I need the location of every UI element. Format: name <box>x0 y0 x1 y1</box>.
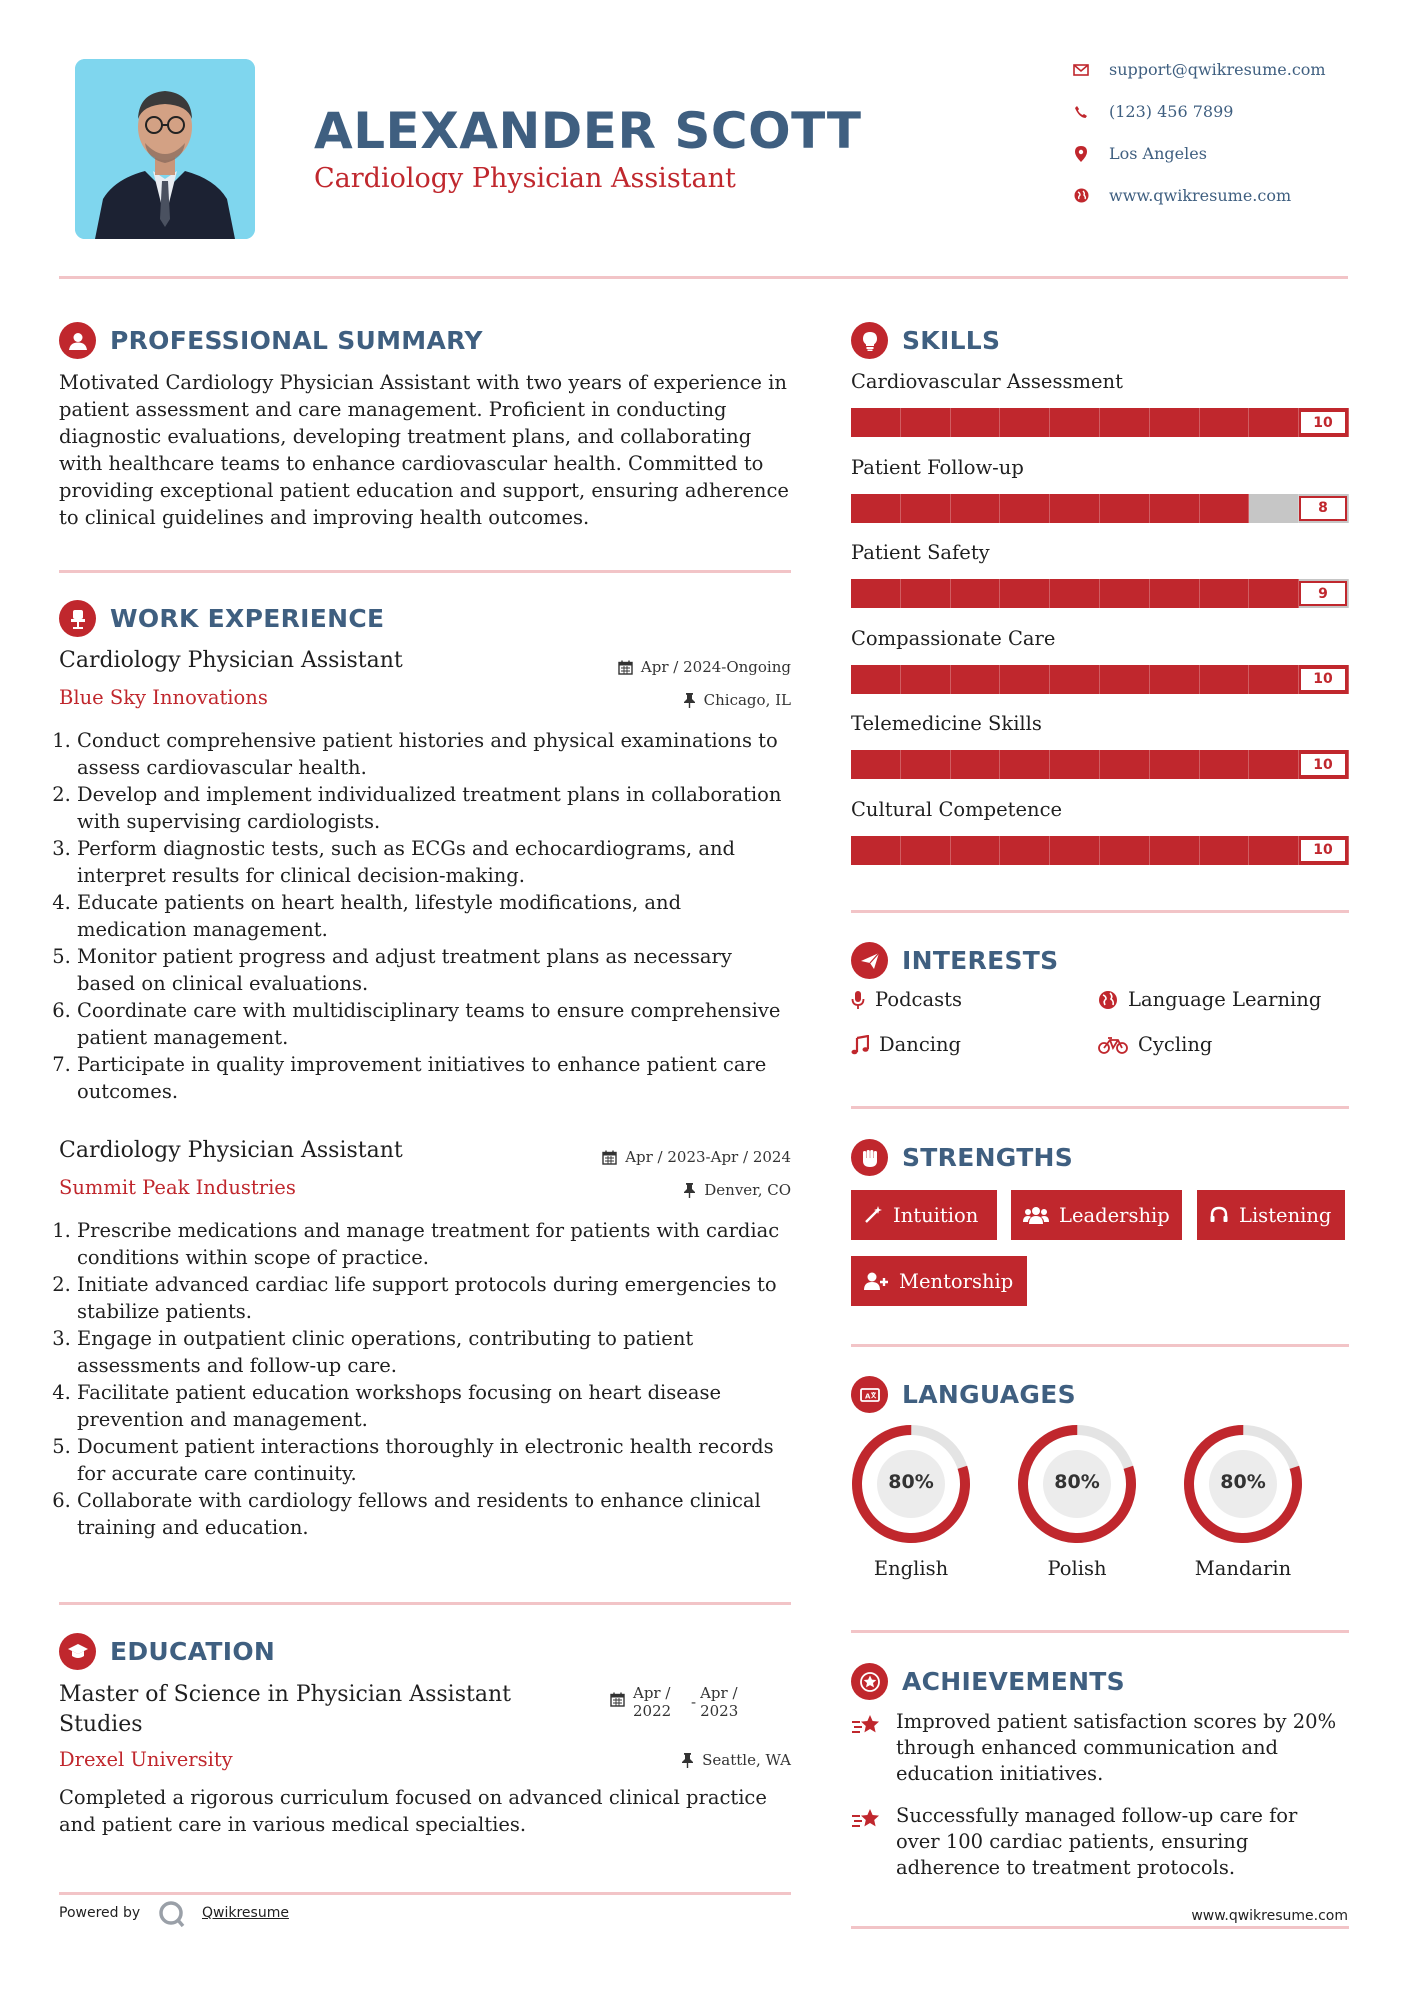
skill-bar-segment <box>1249 836 1299 865</box>
mail-icon <box>1073 62 1089 78</box>
skill-bar-segment <box>951 408 1001 437</box>
achievement-item: Improved patient satisfaction scores by 20% through enhanced communication and education initiatives. <box>896 1710 1337 1785</box>
paper-plane-icon <box>851 942 888 979</box>
job-company: Blue Sky Innovations <box>59 686 268 709</box>
language-percent: 80% <box>1054 1471 1100 1493</box>
user-icon <box>59 322 96 359</box>
contact-location <box>1073 144 1207 163</box>
skill-level-value: 10 <box>1299 667 1347 692</box>
powered-by-label: Powered by <box>59 1905 141 1921</box>
translate-icon <box>851 1376 888 1413</box>
skill-bar-segment <box>901 579 951 608</box>
skill-name: Compassionate Care <box>851 626 1056 650</box>
strength-badge: Leadership <box>1011 1190 1182 1240</box>
skill-level-value: 10 <box>1299 752 1347 777</box>
skill-bar-segment <box>951 494 1001 523</box>
bicycle-icon <box>1098 1036 1128 1054</box>
work-divider <box>59 1602 791 1605</box>
lightbulb-icon <box>851 322 888 359</box>
job-task-list <box>59 1217 789 1541</box>
school-name: Drexel University <box>59 1748 233 1771</box>
degree-title: Master of Science in Physician Assistant Studies <box>59 1682 511 1737</box>
skill-bar-segment <box>1050 579 1100 608</box>
strength-badge: Mentorship <box>851 1256 1027 1306</box>
list-item: 4. Facilitate patient education workshops focusing on heart disease prevention and management. <box>77 1379 789 1433</box>
job-location: Chicago, IL <box>683 691 791 709</box>
location-pin-icon <box>1073 146 1089 162</box>
list-item: 3. Engage in outpatient clinic operations, contributing to patient assessments and follow-up care. <box>77 1325 789 1379</box>
skill-bar-segment <box>1100 836 1150 865</box>
skill-bar-segment <box>1150 750 1200 779</box>
interests-title: INTERESTS <box>902 946 1059 975</box>
job-title: Cardiology Physician Assistant <box>59 648 403 673</box>
globe-icon <box>1098 990 1118 1010</box>
contact-email[interactable] <box>1073 60 1326 79</box>
list-item: 3. Perform diagnostic tests, such as ECGs and echocardiograms, and interpret results for clinical decision-making. <box>77 835 789 889</box>
pushpin-icon <box>681 1753 694 1768</box>
list-item: 7. Participate in quality improvement initiatives to enhance patient care outcomes. <box>77 1051 789 1105</box>
education-divider <box>59 1892 791 1895</box>
languages-divider <box>851 1630 1349 1633</box>
contact-website-text: www.qwikresume.com <box>1109 186 1292 205</box>
phone-icon <box>1073 104 1089 120</box>
skill-bar-segment <box>1200 665 1250 694</box>
summary-heading <box>59 322 483 359</box>
graduation-icon <box>59 1633 96 1670</box>
skill-bar-segment <box>1249 750 1299 779</box>
pushpin-icon <box>683 1183 696 1198</box>
summary-divider <box>59 570 791 573</box>
contact-phone[interactable] <box>1073 102 1233 121</box>
skill-bar-segment <box>951 579 1001 608</box>
candidate-role: Cardiology Physician Assistant <box>314 163 736 194</box>
job-date: Apr / 2023-Apr / 2024 <box>602 1148 791 1166</box>
profile-photo <box>75 59 255 239</box>
briefcase-chair-icon <box>59 600 96 637</box>
calendar-icon <box>602 1150 617 1165</box>
work-title: WORK EXPERIENCE <box>110 604 385 633</box>
interest-item: Cycling <box>1098 1033 1212 1056</box>
list-item: 1. Prescribe medications and manage treatment for patients with cardiac conditions within scope of practice. <box>77 1217 789 1271</box>
strengths-title: STRENGTHS <box>902 1143 1074 1172</box>
interest-item: Language Learning <box>1098 988 1321 1011</box>
language-name: Mandarin <box>1194 1557 1292 1580</box>
interests-heading <box>851 942 1058 979</box>
skill-level-bar <box>851 750 1349 779</box>
language-percent: 80% <box>1220 1471 1266 1493</box>
skill-bar-segment <box>901 665 951 694</box>
education-title: EDUCATION <box>110 1637 276 1666</box>
job-location: Denver, CO <box>683 1181 791 1199</box>
skill-bar-segment <box>901 408 951 437</box>
skill-bar-segment <box>951 836 1001 865</box>
interest-item: Podcasts <box>851 988 962 1011</box>
skill-bar-segment <box>1050 408 1100 437</box>
header-divider <box>59 276 1348 279</box>
skill-bar-segment <box>901 750 951 779</box>
skill-bar-segment <box>851 836 901 865</box>
job-company: Summit Peak Industries <box>59 1176 296 1199</box>
education-text: Completed a rigorous curriculum focused on advanced clinical practice and patient care in various medical specialties. <box>59 1786 767 1836</box>
skill-bar-segment <box>1000 579 1050 608</box>
skill-level-bar <box>851 494 1349 523</box>
skill-bar-segment <box>1000 494 1050 523</box>
work-heading <box>59 600 384 637</box>
skill-bar-segment <box>1100 750 1150 779</box>
skill-level-bar <box>851 408 1349 437</box>
list-item: 1. Conduct comprehensive patient histories and physical examinations to assess cardiovascular health. <box>77 727 789 781</box>
list-item: 2. Initiate advanced cardiac life support protocols during emergencies to stabilize patients. <box>77 1271 789 1325</box>
list-item: 5. Document patient interactions thoroughly in electronic health records for accurate care continuity. <box>77 1433 789 1487</box>
contact-email-text: support@qwikresume.com <box>1109 60 1326 79</box>
summary-text: Motivated Cardiology Physician Assistant with two years of experience in patient assessment and care management. Proficient in conducting diagnostic evaluations, developing treatment plans, and collaborating with healthcare teams to enhance cardiovascular health. Committed to providing exceptional patient education and support, ensuring adherence to clinical guidelines and improving health outcomes. <box>59 371 789 529</box>
users-icon <box>1023 1205 1049 1225</box>
job-title: Cardiology Physician Assistant <box>59 1138 403 1163</box>
qwikresume-link[interactable]: Qwikresume <box>202 1905 289 1921</box>
strengths-divider <box>851 1344 1349 1347</box>
achievements-heading <box>851 1663 1125 1700</box>
list-item: 5. Monitor patient progress and adjust treatment plans as necessary based on clinical evaluations. <box>77 943 789 997</box>
skill-bar-segment <box>1000 836 1050 865</box>
skill-bar-segment <box>1200 750 1250 779</box>
skill-level-value: 10 <box>1299 838 1347 863</box>
pushpin-icon <box>683 693 696 708</box>
skill-bar-segment <box>1100 579 1150 608</box>
skill-level-value: 8 <box>1299 496 1347 521</box>
languages-heading <box>851 1376 1076 1413</box>
skills-divider <box>851 910 1349 913</box>
shooting-star-icon <box>851 1807 883 1833</box>
skill-bar-segment <box>951 750 1001 779</box>
skill-bar-segment <box>1200 408 1250 437</box>
language-name: English <box>873 1557 949 1580</box>
list-item: 2. Develop and implement individualized treatment plans in collaboration with supervising cardiologists. <box>77 781 789 835</box>
education-heading <box>59 1633 275 1670</box>
languages-title: LANGUAGES <box>902 1380 1076 1409</box>
skill-level-bar <box>851 579 1349 608</box>
job-task-list <box>59 727 789 1105</box>
strength-badge: Intuition <box>851 1190 997 1240</box>
strengths-heading <box>851 1139 1073 1176</box>
globe-icon <box>1073 188 1089 204</box>
achievement-item: Successfully managed follow-up care for over 100 cardiac patients, ensuring adherence to treatment protocols. <box>896 1804 1298 1879</box>
strength-badge: Listening <box>1197 1190 1345 1240</box>
skill-bar-segment <box>1150 494 1200 523</box>
list-item: 4. Educate patients on heart health, lifestyle modifications, and medication management. <box>77 889 789 943</box>
skill-bar-segment <box>1150 579 1200 608</box>
skill-name: Patient Follow-up <box>851 455 1024 479</box>
skill-level-bar <box>851 836 1349 865</box>
skill-bar-segment <box>1050 494 1100 523</box>
education-date: Apr / 2022 - Apr / 2023 <box>610 1684 750 1720</box>
skill-bar-segment <box>1200 494 1250 523</box>
microphone-icon <box>851 990 865 1010</box>
skills-title: SKILLS <box>902 326 1001 355</box>
job-date: Apr / 2024-Ongoing <box>618 658 791 676</box>
skill-bar-segment <box>851 494 901 523</box>
language-name: Polish <box>1047 1557 1107 1580</box>
candidate-name: ALEXANDER SCOTT <box>314 102 862 160</box>
user-plus-icon <box>863 1271 889 1291</box>
skill-bar-segment <box>1100 408 1150 437</box>
skill-bar-segment <box>1249 494 1299 523</box>
skill-bar-segment <box>901 836 951 865</box>
skill-bar-segment <box>1050 750 1100 779</box>
skill-bar-segment <box>1000 408 1050 437</box>
skill-bar-segment <box>851 579 901 608</box>
education-location: Seattle, WA <box>681 1751 791 1769</box>
skill-level-value: 9 <box>1299 581 1347 606</box>
skill-bar-segment <box>951 665 1001 694</box>
list-item: 6. Collaborate with cardiology fellows and residents to enhance clinical training and education. <box>77 1487 789 1541</box>
contact-website[interactable] <box>1073 186 1291 205</box>
language-percent: 80% <box>888 1471 934 1493</box>
skill-bar-segment <box>1150 408 1200 437</box>
summary-title: PROFESSIONAL SUMMARY <box>110 326 483 355</box>
skill-bar-segment <box>1249 579 1299 608</box>
skill-bar-segment <box>1050 836 1100 865</box>
interest-item: Dancing <box>851 1033 961 1056</box>
skill-bar-segment <box>1249 665 1299 694</box>
skill-bar-segment <box>1000 750 1050 779</box>
skill-bar-segment <box>1249 408 1299 437</box>
skill-bar-segment <box>1000 665 1050 694</box>
skill-bar-segment <box>1100 494 1150 523</box>
skill-bar-segment <box>901 494 951 523</box>
skill-level-bar <box>851 665 1349 694</box>
contact-location-text: Los Angeles <box>1109 144 1207 163</box>
skill-bar-segment <box>1200 579 1250 608</box>
skill-level-value: 10 <box>1299 410 1347 435</box>
skill-bar-segment <box>1100 665 1150 694</box>
svg-text:A: A <box>864 1392 870 1400</box>
contact-phone-text: (123) 456 7899 <box>1109 102 1234 121</box>
skill-name: Patient Safety <box>851 541 990 564</box>
skill-bar-segment <box>1200 836 1250 865</box>
calendar-icon <box>618 660 633 675</box>
skill-bar-segment <box>851 750 901 779</box>
calendar-icon <box>610 1692 625 1707</box>
skills-heading <box>851 322 1000 359</box>
footer-divider <box>851 1926 1349 1929</box>
skill-bar-segment <box>1150 836 1200 865</box>
list-item: 6. Coordinate care with multidisciplinary teams to ensure comprehensive patient management. <box>77 997 789 1051</box>
music-note-icon <box>851 1035 869 1055</box>
skill-name: Telemedicine Skills <box>851 712 1042 735</box>
shooting-star-icon <box>851 1713 883 1739</box>
achievements-title: ACHIEVEMENTS <box>902 1667 1125 1696</box>
skill-bar-segment <box>851 408 901 437</box>
skill-bar-segment <box>851 665 901 694</box>
fist-icon <box>851 1139 888 1176</box>
skill-name: Cardiovascular Assessment <box>851 370 1123 393</box>
footer-website[interactable]: www.qwikresume.com <box>1191 1908 1348 1924</box>
interests-divider <box>851 1106 1349 1109</box>
qwikresume-logo-icon <box>157 1899 187 1929</box>
star-badge-icon <box>851 1663 888 1700</box>
headphones-icon <box>1209 1205 1229 1225</box>
skill-bar-segment <box>1150 665 1200 694</box>
skill-bar-segment <box>1050 665 1100 694</box>
magic-wand-icon <box>863 1205 883 1225</box>
skill-name: Cultural Competence <box>851 797 1063 821</box>
